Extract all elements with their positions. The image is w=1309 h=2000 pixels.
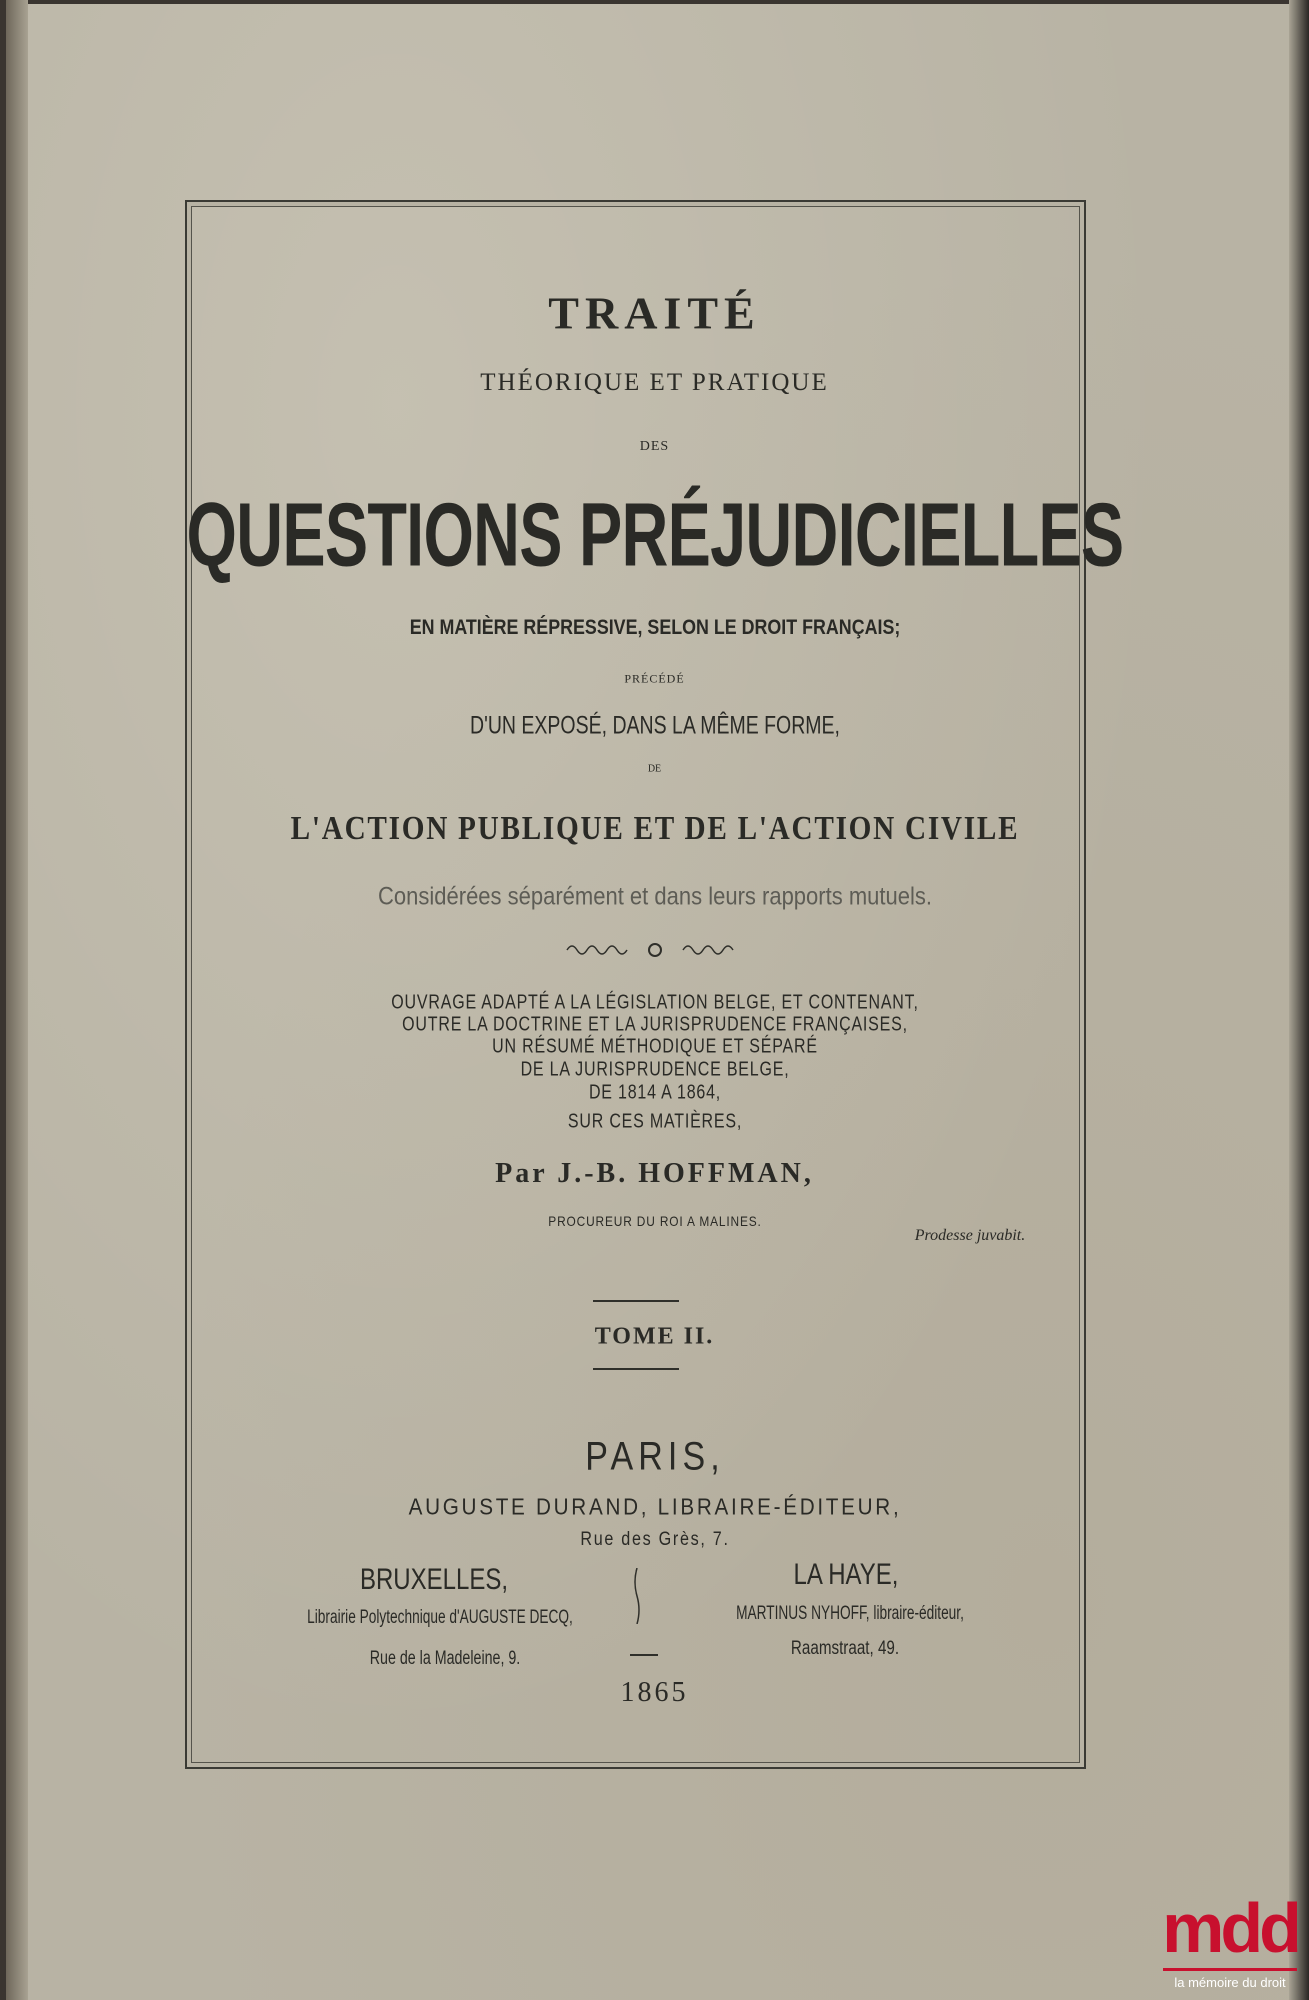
ornament-divider	[565, 940, 745, 960]
logo-mark: mdd	[1162, 1889, 1298, 1967]
author: Par J.-B. HOFFMAN,	[495, 1158, 814, 1189]
description-line: DE LA JURISPRUDENCE BELGE,	[520, 1058, 789, 1081]
author-role: PROCUREUR DU ROI A MALINES.	[547, 1213, 762, 1229]
description-line: OUTRE LA DOCTRINE ET LA JURISPRUDENCE FRANÇAISES,	[401, 1013, 908, 1036]
de-label: DE	[647, 763, 662, 775]
main-title: QUESTIONS PRÉJUDICIELLES	[186, 485, 1123, 586]
volume: TOME II.	[594, 1323, 715, 1350]
considered-line: Considérées séparément et dans leurs rapports mutuels.	[377, 882, 932, 911]
brussels-city: BRUXELLES,	[359, 1563, 509, 1596]
dash	[630, 1654, 658, 1656]
divider	[593, 1368, 679, 1370]
hague-publisher: MARTINUS NYHOFF, libraire-éditeur,	[736, 1603, 964, 1624]
description-line: SUR CES MATIÈRES,	[567, 1110, 742, 1133]
expose-line: D'UN EXPOSÉ, DANS LA MÊME FORME,	[469, 711, 840, 740]
year: 1865	[620, 1677, 689, 1708]
binding-edge-right	[1289, 0, 1309, 2000]
mdd-logo	[1155, 1888, 1305, 1998]
publisher-city: PARIS,	[584, 1434, 725, 1479]
brussels-address: Rue de la Madeleine, 9.	[369, 1648, 521, 1669]
logo-tagline: la mémoire du droit	[1174, 1975, 1286, 1990]
brace-divider	[632, 1568, 642, 1624]
publisher-address: Rue des Grès, 7.	[579, 1529, 730, 1550]
title: TRAITÉ	[548, 287, 761, 339]
divider	[593, 1300, 679, 1302]
description-line: DE 1814 A 1864,	[588, 1081, 721, 1104]
action-line: L'ACTION PUBLIQUE ET DE L'ACTION CIVILE	[290, 810, 1019, 847]
description-line: UN RÉSUMÉ MÉTHODIQUE ET SÉPARÉ	[491, 1035, 818, 1058]
description-line: OUVRAGE ADAPTÉ A LA LÉGISLATION BELGE, ET CONTENANT,	[390, 991, 919, 1014]
binding-edge-left	[6, 0, 28, 2000]
matter-line: EN MATIÈRE RÉPRESSIVE, SELON LE DROIT FRANÇAIS;	[409, 616, 900, 639]
motto: Prodesse juvabit.	[914, 1227, 1026, 1244]
subtitle: THÉORIQUE ET PRATIQUE	[480, 369, 829, 396]
hague-address: Raamstraat, 49.	[790, 1638, 900, 1659]
hague-city: LA HAYE,	[793, 1558, 899, 1591]
brussels-publisher: Librairie Polytechnique d'AUGUSTE DECQ,	[307, 1607, 573, 1628]
publisher-name: AUGUSTE DURAND, LIBRAIRE-ÉDITEUR,	[408, 1493, 901, 1520]
preceded-label: PRÉCÉDÉ	[624, 671, 685, 686]
des-label: DES	[639, 439, 670, 454]
